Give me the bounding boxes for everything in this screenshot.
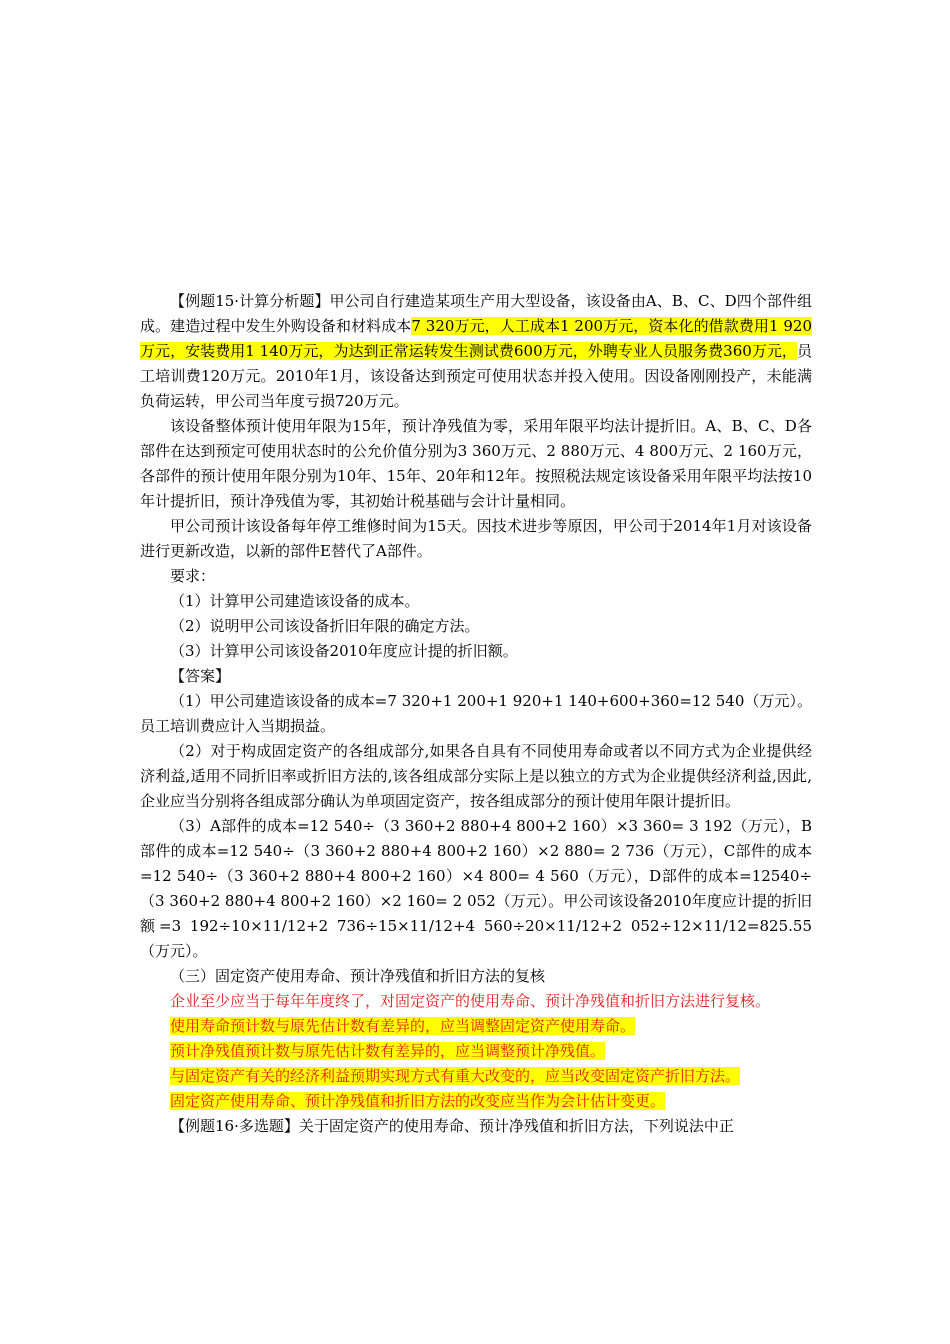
example-15-rest: 员工培训费120万元。2010年1月，该设备达到预定可使用状态并投入使用。因设备刚刚投产，未能满负荷运转，甲公司当年度亏损720万元。 [140,342,812,410]
example-15-header: 【例题15·计算分析题】 [170,292,330,310]
example-15-highlight: 7 320万元，人工成本1 200万元，资本化的借款费用1 920万元，安装费用1 140万元，为达到正常运转发生测试费600万元，外聘专业人员服务费360万元， [140,317,812,360]
example-15-para-2: 该设备整体预计使用年限为15年，预计净残值为零，采用年限平均法计提折旧。A、B、C、D各部件在达到预定可使用状态时的公允价值分别为3 360万元、2 880万元、4 800万元、2 160万元，各部件的预计使用年限分别为10年、15年、20年和12年。按照税法规定该设备采用年限平均法按10年计提折旧，预计净残值为零，其初始计税基础与会计计量相同。 [140,417,812,510]
example-16-header: 【例题16·多选题】 [170,1117,299,1135]
example-16-text: 关于固定资产的使用寿命、预计净残值和折旧方法，下列说法中正 [298,1117,734,1135]
answer-3: （3）A部件的成本=12 540÷（3 360+2 880+4 800+2 160）×3 360= 3 192（万元），B部件的成本=12 540÷（3 360+2 880+4 800+2 160）×2 880= 2 736（万元），C部件的成本=12 540÷（3 360+2 880+4 800+2 160）×4 800= 4 560（万元），D部件的成本=12540÷（3 360+2 880+4 800+2 160）×2 160= 2 052（万元）。甲公司该设备2010年度应计提的折旧额=3 192÷10×11/12+2 736÷15×11/12+4 560÷20×11/12+2 052÷12×11/12=825.55（万元）。 [140,817,812,960]
requirements-title: 要求： [170,567,216,585]
rule-text-4: 固定资产使用寿命、预计净残值和折旧方法的改变应当作为会计估计变更。 [170,1092,666,1110]
rule-line-4 [140,1089,812,1114]
answer-title: 【答案】 [170,667,231,685]
example-15-paragraph [140,289,812,414]
rule-line-3 [140,1064,812,1089]
rule-text-1: 使用寿命预计数与原先估计数有差异的，应当调整固定资产使用寿命。 [170,1017,636,1035]
example-16-paragraph [140,1114,812,1139]
answer-2: （2）对于构成固定资产的各组成部分,如果各自具有不同使用寿命或者以不同方式为企业提供经济利益,适用不同折旧率或折旧方法的,该各组成部分实际上是以独立的方式为企业提供经济利益,因此,企业应当分别将各组成部分确认为单项固定资产，按各组成部分的预计使用年限计提折旧。 [140,742,812,810]
rule-line-2 [140,1039,812,1064]
rule-line-1 [140,1014,812,1039]
requirement-2: （2）说明甲公司该设备折旧年限的确定方法。 [170,617,480,635]
rule-text-3: 与固定资产有关的经济利益预期实现方式有重大改变的，应当改变固定资产折旧方法。 [170,1067,741,1085]
example-15-intro: 甲公司自行建造某项生产用大型设备，该设备由A、B、C、D四个部件组成。建造过程中发生外购设备和材料成本 [140,292,812,335]
section-3-title: （三）固定资产使用寿命、预计净残值和折旧方法的复核 [170,967,546,985]
section-3-red-paragraph: 企业至少应当于每年年度终了，对固定资产的使用寿命、预计净残值和折旧方法进行复核。 [170,992,771,1010]
example-15-para-3: 甲公司预计该设备每年停工维修时间为15天。因技术进步等原因，甲公司于2014年1月对该设备进行更新改造，以新的部件E替代了A部件。 [140,517,812,560]
document-body [140,289,812,1139]
requirement-3: （3）计算甲公司该设备2010年度应计提的折旧额。 [170,642,518,660]
requirement-1: （1）计算甲公司建造该设备的成本。 [170,592,420,610]
answer-1: （1）甲公司建造该设备的成本=7 320+1 200+1 920+1 140+600+360=12 540（万元）。员工培训费应计入当期损益。 [140,692,812,735]
rule-text-2: 预计净残值预计数与原先估计数有差异的，应当调整预计净残值。 [170,1042,606,1060]
